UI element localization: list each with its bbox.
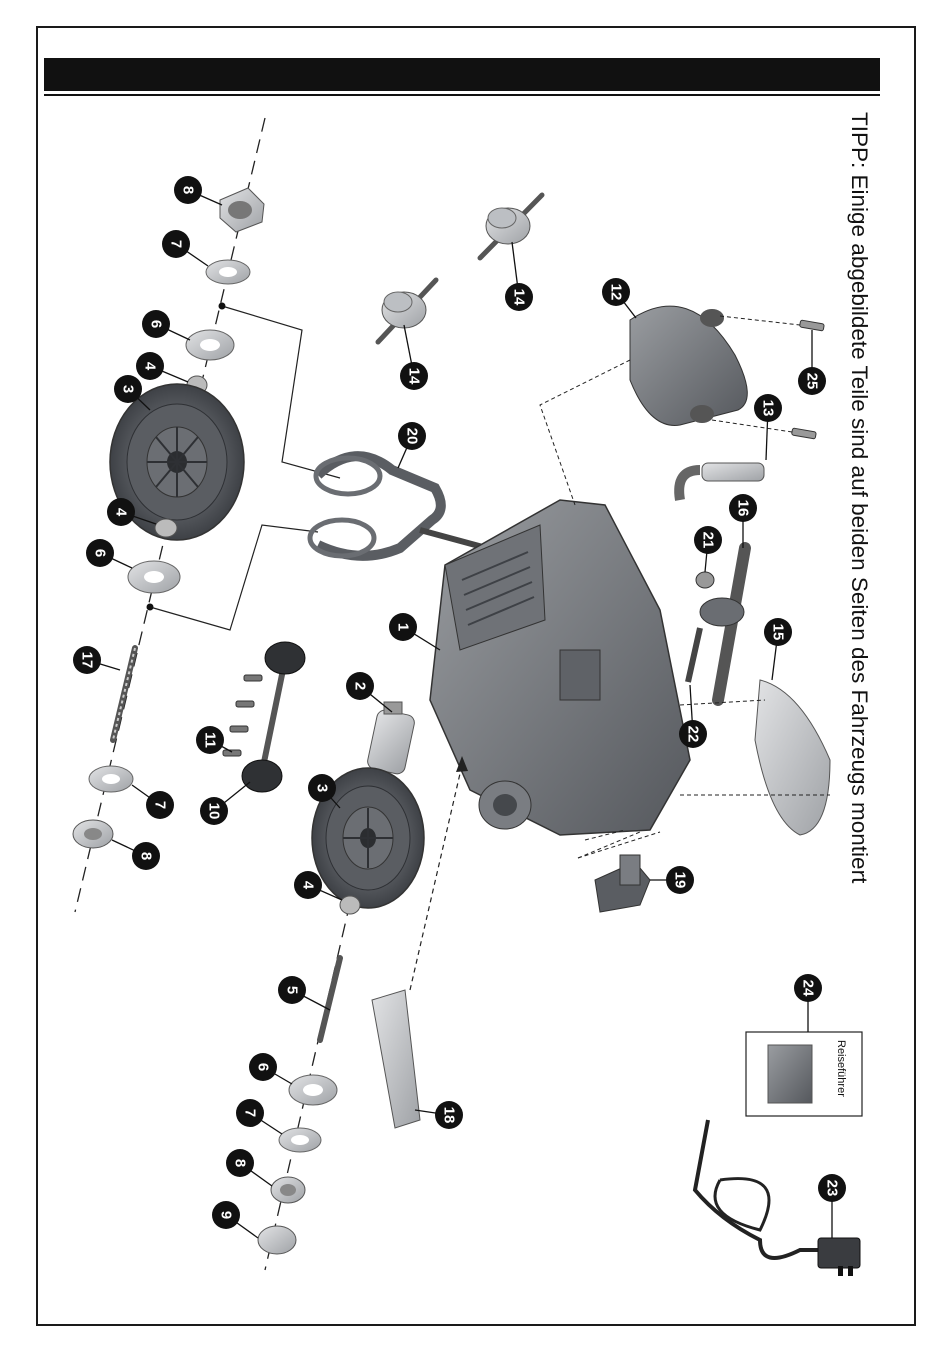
part-throttle-grip (679, 463, 764, 500)
callout-number-8: 8 (231, 1158, 249, 1168)
callout-14 (400, 325, 428, 390)
callout-number-2: 2 (351, 681, 369, 691)
callout-number-21: 21 (699, 531, 717, 549)
callout-15 (764, 618, 792, 680)
callout-7 (162, 230, 208, 266)
callout-number-7: 7 (167, 239, 185, 249)
callout-number-25: 25 (803, 372, 821, 390)
part-floor-panel (372, 990, 420, 1128)
callout-5 (278, 976, 330, 1010)
callout-number-8: 8 (137, 851, 155, 861)
part-footrest-bracket (595, 855, 650, 912)
callout-number-4: 4 (141, 361, 159, 371)
callout-number-6: 6 (91, 548, 109, 558)
part-front-axle-assembly (242, 642, 305, 792)
part-washer-large-upper (186, 330, 234, 360)
callout-number-7: 7 (151, 800, 169, 810)
part-washer-large-middle (128, 561, 180, 593)
callout-number-23: 23 (823, 1179, 841, 1197)
callout-number-22: 22 (684, 725, 702, 743)
callout-20 (398, 422, 426, 468)
callout-number-3: 3 (313, 783, 331, 793)
callout-22 (679, 685, 707, 748)
callout-number-14: 14 (510, 288, 528, 306)
floor-panel-guide (410, 756, 468, 990)
callout-number-4: 4 (299, 880, 317, 890)
callout-number-10: 10 (205, 802, 223, 820)
callout-number-20: 20 (403, 427, 421, 445)
part-axle-rear (113, 648, 135, 740)
callout-4 (136, 352, 188, 382)
callout-6 (142, 310, 190, 340)
callout-number-17: 17 (78, 651, 96, 669)
callout-23 (818, 1174, 846, 1238)
part-washer-lower-left (89, 766, 133, 792)
part-axle-front (320, 958, 340, 1040)
callout-number-1: 1 (394, 622, 412, 632)
callout-24 (794, 974, 822, 1032)
callout-number-15: 15 (769, 623, 787, 641)
callout-14 (505, 242, 533, 311)
callout-number-9: 9 (217, 1210, 235, 1220)
callout-25 (798, 330, 826, 395)
part-bushing-middle (155, 519, 177, 537)
callout-19 (650, 866, 694, 894)
callout-number-7: 7 (241, 1108, 259, 1118)
callout-number-6: 6 (254, 1062, 272, 1072)
callout-number-8: 8 (179, 185, 197, 195)
callout-number-18: 18 (440, 1106, 458, 1124)
part-nut-lower-left (73, 820, 113, 848)
callout-number-13: 13 (759, 399, 777, 417)
callout-7 (132, 785, 174, 819)
callout-number-16: 16 (734, 499, 752, 517)
callout-21 (694, 526, 722, 572)
callout-2 (346, 672, 392, 712)
callout-number-3: 3 (119, 384, 137, 394)
tip-text: TIPP: Einige abgebildete Teile sind auf beiden Seiten des Fahrzeugs montiert (847, 112, 872, 884)
callout-16 (729, 494, 757, 548)
callout-18 (415, 1101, 463, 1129)
part-bushing-lower (340, 896, 360, 914)
part-nut-small (696, 572, 714, 588)
part-hub-cap (258, 1226, 296, 1254)
part-bolt-long (688, 628, 700, 682)
part-motor (366, 702, 416, 775)
part-main-body (430, 500, 690, 835)
callout-number-5: 5 (283, 985, 301, 995)
part-fender (630, 306, 747, 425)
callout-10 (200, 782, 250, 825)
callout-number-14: 14 (405, 367, 423, 385)
travel-guide-box (746, 1032, 862, 1116)
travel-guide-label: Reiseführer (835, 1040, 847, 1097)
part-handlebar (700, 548, 745, 700)
part-shock-absorber-left (378, 280, 436, 342)
part-washer-lower-right (279, 1128, 321, 1152)
callout-8 (226, 1149, 272, 1186)
part-side-fairing (755, 680, 830, 835)
part-nut-upper (220, 188, 264, 232)
part-shock-absorber-right (480, 195, 542, 258)
callout-8 (174, 176, 222, 205)
callout-7 (236, 1099, 282, 1134)
callout-13 (754, 394, 782, 460)
callout-17 (73, 646, 120, 674)
callout-number-19: 19 (671, 871, 689, 889)
callout-12 (602, 278, 636, 318)
part-washer-large-lower (289, 1075, 337, 1105)
callout-6 (249, 1053, 292, 1084)
bracket-guides (578, 830, 660, 858)
callout-number-24: 24 (799, 979, 817, 997)
callout-number-4: 4 (112, 507, 130, 517)
part-washer-upper (206, 260, 250, 284)
callout-6 (86, 539, 132, 568)
callout-9 (212, 1201, 258, 1238)
part-nut-lower-right (271, 1177, 305, 1203)
callout-number-12: 12 (607, 283, 625, 301)
part-screws (223, 675, 262, 756)
callout-8 (112, 840, 160, 870)
callout-number-6: 6 (147, 319, 165, 329)
callout-number-11: 11 (201, 732, 219, 748)
callout-1 (389, 613, 440, 650)
